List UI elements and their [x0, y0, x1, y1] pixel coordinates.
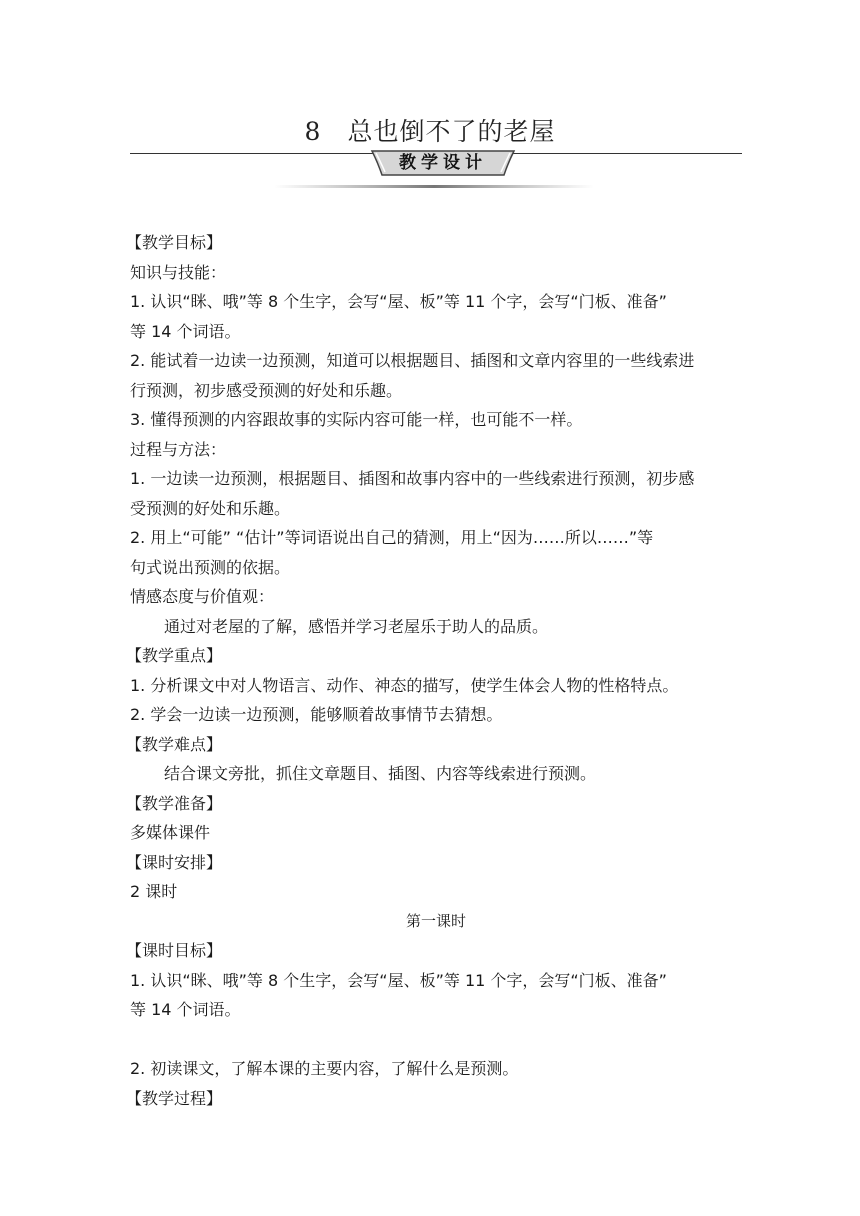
- lesson-body: [126, 228, 742, 1113]
- section-heading: 【课时目标】: [126, 941, 223, 960]
- text-line: 句式说出预测的依据。: [130, 557, 291, 577]
- text-line: 2. 初读课文，了解本课的主要内容，了解什么是预测。: [130, 1059, 519, 1078]
- banner-label: 教学设计: [399, 153, 487, 173]
- text-line: 受预测的好处和乐趣。: [130, 498, 291, 518]
- section-heading: 【教学目标】: [126, 233, 223, 252]
- text-line: 1. 认识“眯、哦”等 8 个生字，会写“屋、板”等 11 个字，会写“门板、准备”: [130, 292, 667, 311]
- lesson-title-text: 总也倒不了的老屋: [347, 117, 556, 146]
- subheading: 情感态度与价值观：: [130, 587, 275, 606]
- text-line: 1. 分析课文中对人物语言、动作、神态的描写，使学生体会人物的性格特点。: [130, 675, 679, 695]
- section-heading: 【课时安排】: [126, 852, 223, 872]
- blank-line: [130, 1025, 742, 1055]
- text-line: 3. 懂得预测的内容跟故事的实际内容可能一样，也可能不一样。: [130, 410, 583, 429]
- text-line: 等 14 个词语。: [130, 1000, 241, 1019]
- lesson-title: [0, 112, 860, 148]
- text-line: 2. 能试着一边读一边预测，知道可以根据题目、插图和文章内容里的一些线索进: [130, 351, 695, 370]
- text-line: 结合课文旁批，抓住文章题目、插图、内容等线索进行预测。: [164, 764, 597, 783]
- banner-underline: [274, 184, 594, 190]
- subheading: 知识与技能：: [130, 262, 227, 282]
- lesson-number: 8: [304, 117, 322, 146]
- text-line: 1. 一边读一边预测，根据题目、插图和故事内容中的一些线索进行预测，初步感: [130, 469, 695, 488]
- text-line: 多媒体课件: [130, 823, 211, 842]
- section-heading: 【教学过程】: [126, 1088, 223, 1108]
- text-line: 1. 认识“眯、哦”等 8 个生字，会写“屋、板”等 11 个字，会写“门板、准备”: [130, 970, 667, 990]
- text-line: 行预测，初步感受预测的好处和乐趣。: [130, 380, 403, 400]
- text-line: 2 课时: [130, 882, 178, 901]
- text-line: 等 14 个词语。: [130, 321, 241, 341]
- section-heading: 【教学难点】: [126, 734, 223, 754]
- text-line: 2. 用上“可能” “估计”等词语说出自己的猜测，用上“因为……所以……”等: [130, 528, 654, 547]
- section-heading: 【教学准备】: [126, 793, 223, 813]
- section-heading: 【教学重点】: [126, 646, 223, 665]
- period-heading: 第一课时: [405, 911, 466, 930]
- subheading: 过程与方法：: [130, 439, 227, 459]
- text-line: 2. 学会一边读一边预测，能够顺着故事情节去猜想。: [130, 705, 503, 724]
- text-line: 通过对老屋的了解，感悟并学习老屋乐于助人的品质。: [164, 616, 549, 636]
